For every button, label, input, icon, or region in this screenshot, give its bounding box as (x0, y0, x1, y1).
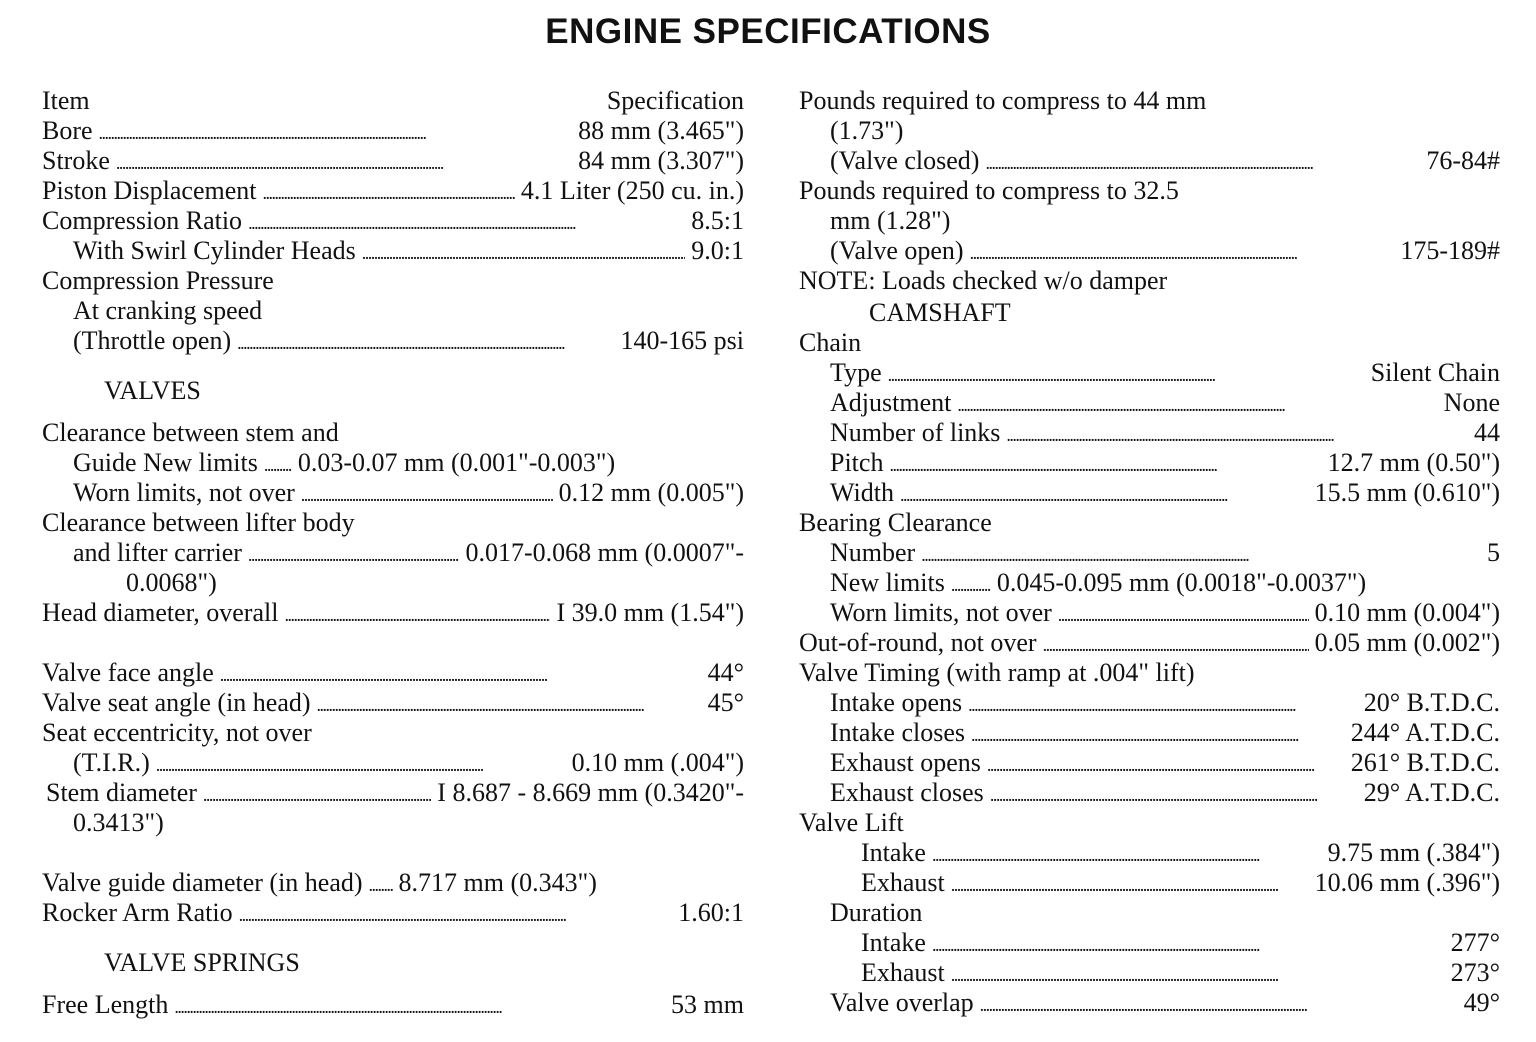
spec-group-label: Chain (799, 328, 862, 357)
leader-dots (951, 958, 1445, 990)
spec-row-number (799, 538, 1500, 568)
spec-label: Adjustment (830, 388, 952, 417)
leader-dots (156, 748, 566, 780)
spec-row-valve-closed (799, 146, 1500, 176)
spec-label: Stem diameter (46, 778, 197, 807)
spec-value: 10.06 mm (.396") (1314, 868, 1500, 897)
spec-row-adjustment (799, 388, 1500, 418)
spec-value: 0.12 mm (0.005") (558, 478, 744, 507)
leader-dots (951, 568, 991, 600)
spec-row-tir (42, 748, 744, 778)
spec-label: Worn limits, not over (73, 478, 295, 507)
spec-value: 45° (707, 688, 744, 717)
leader-dots (889, 448, 1321, 480)
spec-row-new-limits (799, 568, 1500, 598)
spec-row-compression-ratio (42, 206, 744, 236)
spec-label: Guide New limits (73, 448, 258, 477)
spec-row-duration-exhaust (799, 958, 1500, 988)
spec-label: With Swirl Cylinder Heads (73, 236, 356, 265)
leader-dots (1043, 628, 1309, 660)
spec-value: None (1443, 388, 1500, 417)
right-column (799, 86, 1500, 1018)
spec-label: Valve guide diameter (in head) (42, 868, 363, 897)
spec-group-label: Pounds required to compress to 32.5 (799, 176, 1179, 205)
spec-group-label: Compression Pressure (42, 266, 274, 295)
leader-dots (990, 778, 1358, 810)
spec-value: Silent Chain (1370, 358, 1500, 387)
spec-value: I 8.687 - 8.669 mm (0.3420"- (437, 778, 744, 807)
leader-dots (248, 206, 685, 238)
spec-group-label: Seat eccentricity, not over (42, 718, 312, 747)
spec-group-label: Bearing Clearance (799, 508, 992, 537)
spec-label: Exhaust (861, 868, 945, 897)
spec-label: (Throttle open) (73, 326, 232, 355)
leader-dots (301, 478, 553, 510)
spec-row-worn-limits (42, 478, 744, 508)
spec-row-valve-open (799, 236, 1500, 266)
leader-dots (116, 146, 572, 178)
spec-value: 0.017-0.068 mm (0.0007"- (465, 538, 744, 567)
header-specification: Specification (606, 86, 744, 115)
spec-value: 49° (1463, 988, 1500, 1017)
spec-row-lift-intake (799, 838, 1500, 868)
spec-value: 244° A.T.D.C. (1350, 718, 1500, 747)
spec-value: 8.717 mm (0.343") (398, 868, 597, 897)
spec-value: 175-189# (1400, 236, 1500, 265)
spec-row-lift-exhaust (799, 868, 1500, 898)
leader-dots (262, 176, 514, 208)
spec-row-intake-closes (799, 718, 1500, 748)
spec-row-bore (42, 116, 744, 146)
spec-row-swirl-heads (42, 236, 744, 266)
leader-dots (970, 236, 1395, 268)
spec-value: I 39.0 mm (1.54") (556, 598, 744, 627)
spec-value: 29° A.T.D.C. (1363, 778, 1500, 807)
spec-row-chain-type (799, 358, 1500, 388)
spec-label: New limits (830, 568, 945, 597)
spec-sublabel: At cranking speed (73, 296, 263, 325)
leader-dots (987, 748, 1345, 780)
spec-row-valve-overlap (799, 988, 1500, 1018)
spec-label: Valve face angle (42, 658, 214, 687)
spec-label: Exhaust closes (830, 778, 984, 807)
leader-dots (203, 778, 431, 810)
page-title: ENGINE SPECIFICATIONS (545, 12, 991, 51)
spec-row-displacement (42, 176, 744, 206)
spec-value: 4.1 Liter (250 cu. in.) (520, 176, 744, 205)
leader-dots (968, 688, 1358, 720)
left-column (42, 86, 744, 1020)
spec-label: (Valve closed) (830, 146, 980, 175)
spec-group-label: Valve Lift (799, 808, 904, 837)
spec-value: 9.75 mm (.384") (1327, 838, 1500, 867)
spec-continuation: 0.0068") (126, 568, 217, 597)
leader-dots (248, 538, 460, 570)
spec-group-label: Valve Timing (with ramp at .004" lift) (799, 658, 1195, 687)
leader-dots (951, 868, 1309, 900)
spec-row-face-angle (42, 658, 744, 688)
spec-value: 0.10 mm (0.004") (1314, 598, 1500, 627)
spec-label: Intake opens (830, 688, 963, 717)
spec-row-worn-limits (799, 598, 1500, 628)
leader-dots (369, 868, 393, 900)
table-header (42, 86, 744, 116)
spec-value: 261° B.T.D.C. (1350, 748, 1500, 777)
spec-row-throttle-open (42, 326, 744, 356)
spec-row-rocker-ratio (42, 898, 744, 928)
spec-row-stem-diameter (42, 778, 744, 808)
leader-dots (900, 478, 1309, 510)
leader-dots (932, 838, 1322, 870)
spec-row-seat-angle (42, 688, 744, 718)
spec-value: 53 mm (671, 990, 744, 1019)
spec-row-stroke (42, 146, 744, 176)
spec-label: Stroke (42, 146, 110, 175)
spec-label: Number of links (830, 418, 1001, 447)
spec-value: 0.05 mm (0.002") (1314, 628, 1500, 657)
spec-label: Worn limits, not over (830, 598, 1052, 627)
leader-dots (932, 928, 1445, 960)
spec-value: 9.0:1 (691, 236, 744, 265)
spec-label: Exhaust opens (830, 748, 981, 777)
spec-row-intake-opens (799, 688, 1500, 718)
spec-value: 0.045-0.095 mm (0.0018"-0.0037") (996, 568, 1367, 597)
spec-label: Bore (42, 116, 93, 145)
section-heading-valves: VALVES (104, 376, 201, 405)
spec-label: Exhaust (861, 958, 945, 987)
spec-label: Intake (861, 838, 926, 867)
spec-label: (T.I.R.) (73, 748, 150, 777)
leader-dots (980, 988, 1458, 1020)
spec-label: Compression Ratio (42, 206, 243, 235)
spec-value: 140-165 psi (620, 326, 744, 355)
spec-row-guide-new-limits (42, 448, 744, 478)
spec-label: Valve seat angle (in head) (42, 688, 311, 717)
spec-label: Out-of-round, not over (799, 628, 1037, 657)
spec-value: 88 mm (3.465") (578, 116, 744, 145)
spec-row-lifter-carrier (42, 538, 744, 568)
spec-label: and lifter carrier (73, 538, 242, 567)
spec-label: Rocker Arm Ratio (42, 898, 233, 927)
spec-row-duration-intake (799, 928, 1500, 958)
leader-dots (888, 358, 1365, 390)
spec-value: 15.5 mm (0.610") (1314, 478, 1500, 507)
spec-label: Type (830, 358, 882, 387)
spec-value: 0.10 mm (.004") (571, 748, 744, 777)
spec-sublabel: mm (1.28") (830, 206, 951, 235)
leader-dots (220, 658, 702, 690)
spec-label: Width (830, 478, 894, 507)
header-item: Item (42, 86, 90, 115)
spec-value: 44 (1474, 418, 1500, 447)
spec-group-label: Duration (830, 898, 923, 927)
spec-row-pitch (799, 448, 1500, 478)
spec-value: 8.5:1 (691, 206, 744, 235)
spec-label: Free Length (42, 990, 169, 1019)
spec-row-exhaust-opens (799, 748, 1500, 778)
spec-value: 273° (1450, 958, 1500, 987)
spec-sublabel: (1.73") (830, 116, 904, 145)
spec-group-label: Clearance between lifter body (42, 508, 355, 537)
leader-dots (99, 116, 573, 148)
spec-row-out-of-round (799, 628, 1500, 658)
spec-value: 20° B.T.D.C. (1363, 688, 1500, 717)
spec-row-width (799, 478, 1500, 508)
section-heading-valve-springs: VALVE SPRINGS (104, 948, 300, 977)
leader-dots (985, 146, 1420, 178)
spec-value: 12.7 mm (0.50") (1327, 448, 1500, 477)
spec-row-number-of-links (799, 418, 1500, 448)
section-heading-camshaft: CAMSHAFT (869, 298, 1011, 327)
spec-row-free-length (42, 990, 744, 1020)
spec-label: Piston Displacement (42, 176, 257, 205)
spec-value: 5 (1487, 538, 1500, 567)
spec-continuation: 0.3413") (73, 808, 164, 837)
leader-dots (971, 718, 1345, 750)
spec-value: 0.03-0.07 mm (0.001"-0.003") (297, 448, 616, 477)
spec-label: Intake closes (830, 718, 966, 747)
spec-value: 1.60:1 (678, 898, 744, 927)
leader-dots (284, 598, 550, 630)
spec-row-exhaust-closes (799, 778, 1500, 808)
leader-dots (317, 688, 702, 720)
spec-note: NOTE: Loads checked w/o damper (799, 266, 1168, 295)
spec-label: Head diameter, overall (42, 598, 279, 627)
leader-dots (921, 538, 1481, 570)
spec-label: Intake (861, 928, 926, 957)
leader-dots (957, 388, 1437, 420)
spec-row-guide-diameter (42, 868, 744, 898)
leader-dots (1006, 418, 1468, 450)
leader-dots (237, 326, 614, 358)
spec-row-head-diameter (42, 598, 744, 628)
spec-value: 76-84# (1426, 146, 1500, 175)
spec-group-label: Pounds required to compress to 44 mm (799, 86, 1207, 115)
leader-dots (264, 448, 292, 480)
spec-value: 277° (1450, 928, 1500, 957)
spec-label: Valve overlap (830, 988, 974, 1017)
spec-value: 84 mm (3.307") (578, 146, 744, 175)
spec-label: (Valve open) (830, 236, 964, 265)
leader-dots (1058, 598, 1309, 630)
spec-value: 44° (707, 658, 744, 687)
spec-label: Number (830, 538, 916, 567)
spec-group-label: Clearance between stem and (42, 418, 339, 447)
spec-label: Pitch (830, 448, 884, 477)
leader-dots (362, 236, 686, 268)
leader-dots (174, 990, 665, 1022)
leader-dots (239, 898, 673, 930)
